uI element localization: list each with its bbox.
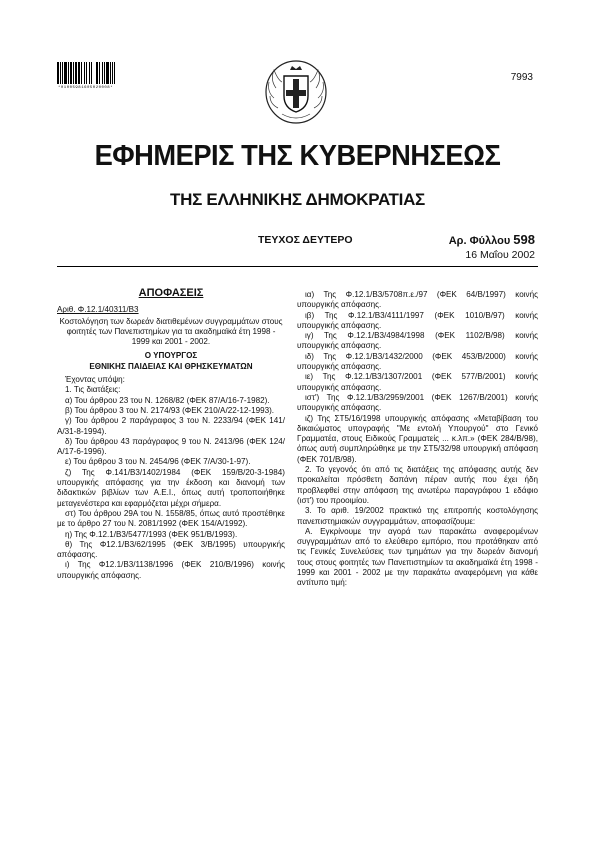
right-column	[297, 290, 538, 589]
paragraph: 3. Το αριθ. 19/2002 πρακτικό της επιτροπής κοστολόγησης πανεπιστημιακών συγγραμμάτων, αποφασίζουμε:	[297, 506, 538, 526]
header-divider	[57, 266, 538, 267]
paragraph: ιγ) Της Φ.12.1/Β3/4984/1998 (ΦΕΚ 1102/Β/98) κοινής υπουργικής απόφασης.	[297, 331, 538, 351]
paragraph: ιζ) Της ΣΤ5/16/1998 υπουργικής απόφασης «Μεταβίβαση του δικαιώματος υπογραφής ''Με εντολή Υπουργού'' στο Γενικό Γραμματέα, στους Ειδικούς Γραμματείς ... κ.λπ.» (ΦΕΚ 284/Β/98), όπως αυτή συμπληρώθηκε με την ΣΤ5/32/98 υπουργική απόφαση (ΦΕΚ 701/Β/98).	[297, 413, 538, 464]
decision-reference: Αριθ. Φ.12.1/40311/Β3	[57, 305, 139, 315]
sheet-label: Αρ. Φύλλου	[448, 235, 511, 247]
paragraph: β) Του άρθρου 3 του Ν. 2174/93 (ΦΕΚ 210/Α/22-12-1993).	[65, 405, 275, 415]
paragraph: γ) Του άρθρου 2 παράγραφος 3 του Ν. 2233/94 (ΦΕΚ 141/Α/31-8-1994).	[57, 416, 285, 436]
sheet-value: 598	[513, 232, 535, 247]
gazette-subtitle: ΤΗΣ ΕΛΛΗΝΙΚΗΣ ΔΗΜΟΚΡΑΤΙΑΣ	[170, 190, 425, 209]
paragraph: ιστ') Της Φ.12.1/Β3/2959/2001 (ΦΕΚ 1267/Β/2001) κοινής υπουργικής απόφασης.	[297, 392, 538, 413]
issue-label: ΤΕΥΧΟΣ ΔΕΥΤΕΡΟ	[258, 234, 353, 246]
paragraph: ι) Της Φ12.1/Β3/1138/1996 (ΦΕΚ 210/Β/1996) κοινής υπουργικής απόφασης.	[57, 560, 285, 580]
barcode-bar	[115, 62, 117, 84]
page-number: 7993	[510, 72, 533, 83]
ministry-name: ΕΘΝΙΚΗΣ ΠΑΙΔΕΙΑΣ ΚΑΙ ΘΡΗΣΚΕΥΜΑΤΩΝ	[89, 361, 253, 371]
barcode-number: *01005981605020008*	[58, 86, 114, 90]
paragraph: ιδ) Της Φ.12.1/Β3/1432/2000 (ΦΕΚ 453/Β/2000) κοινής υπουργικής απόφασης.	[297, 351, 538, 372]
paragraph: ζ) Της Φ.141/Β3/1402/1984 (ΦΕΚ 159/Β/20-3-1984) υπουργικής απόφασης για την έκδοση και διανομή των διδακτικών βιβλίων των Α.Ε.Ι., όπως αυτή τροποποιήθηκε μεταγενέστερα και εφαρμόζεται μέχρι σήμερα.	[57, 467, 285, 508]
sheet-number	[449, 232, 535, 247]
paragraph: ε) Του άρθρου 3 του Ν. 2454/96 (ΦΕΚ 7/Α/30-1-97).	[65, 457, 251, 467]
section-heading: ΑΠΟΦΑΣΕΙΣ	[138, 287, 204, 299]
decision-subject: Κοστολόγηση των δωρεάν διατιθεμένων συγγραμμάτων στους φοιτητές των Πανεπιστημίων για τα ακαδημαϊκά έτη 1998 - 1999 και 2001 - 2002.	[59, 316, 283, 347]
paragraph: θ) Της Φ12.1/Β3/62/1995 (ΦΕΚ 3/Β/1995) υπουργικής απόφασης.	[57, 539, 285, 560]
paragraph: ια) Της Φ.12.1/Β3/5708π.ε./97 (ΦΕΚ 64/Β/1997) κοινής υπουργικής απόφασης.	[297, 290, 538, 310]
paragraph: ιβ) Της Φ.12.1/Β3/4111/1997 (ΦΕΚ 1010/Β/97) κοινής υπουργικής απόφασης.	[297, 310, 538, 330]
paragraph: η) Της Φ.12.1/Β3/5477/1993 (ΦΕΚ 951/Β/1993).	[65, 529, 238, 539]
left-paragraphs	[57, 375, 285, 581]
coat-of-arms-icon	[262, 58, 330, 126]
paragraph: δ) Του άρθρου 43 παράγραφος 9 του Ν. 2413/96 (ΦΕΚ 124/Α/17-6-1996).	[57, 436, 285, 457]
paragraph: Έχοντας υπόψη:	[65, 375, 125, 385]
left-column	[57, 288, 285, 581]
paragraph: α) Του άρθρου 23 του Ν. 1268/82 (ΦΕΚ 87/Α/16-7-1982).	[65, 395, 270, 405]
gazette-title: ΕΦΗΜΕΡΙΣ ΤΗΣ ΚΥΒΕΡΝΗΣΕΩΣ	[94, 140, 501, 172]
barcode	[57, 62, 149, 84]
paragraph: 2. Το γεγονός ότι από τις διατάξεις της απόφασης αυτής δεν προκαλείται πρόσθετη δαπάνη πέραν αυτής που έχει ήδη προβλεφθεί στην απόφαση της ανωτέρω παραγράφου 1 εδάφιο (ιστ') του προοιμίου.	[297, 465, 538, 505]
minister-title: Ο ΥΠΟΥΡΓΟΣ	[144, 351, 198, 361]
paragraph: στ) Του άρθρου 29Α του Ν. 1558/85, όπως αυτό προστέθηκε με το άρθρο 27 του Ν. 2081/1992 (ΦΕΚ 154/Α/1992).	[57, 508, 285, 529]
paragraph: 1. Τις διατάξεις:	[65, 385, 121, 395]
paragraph: Α. Εγκρίνουμε την αγορά των παρακάτω αναφερομένων συγγραμμάτων από το ελεύθερο εμπόριο, που προτάθηκαν από τις Γενικές Συνελεύσεις των τμημάτων για την δωρεάν διανομή τους στους φοιτητές των Πανεπιστημίων τα ακαδημαϊκά έτη 1998 - 1999 και 2001 - 2002 με την παρακάτω αναφερόμενη για κάθε αντίτυπο τιμή:	[297, 526, 538, 588]
right-paragraphs	[297, 290, 538, 589]
issue-date: 16 Μαΐου 2002	[465, 249, 535, 261]
paragraph: ιε) Της Φ.12.1/Β3/1307/2001 (ΦΕΚ 577/Β/2001) κοινής υπουργικής απόφασης.	[297, 372, 538, 392]
